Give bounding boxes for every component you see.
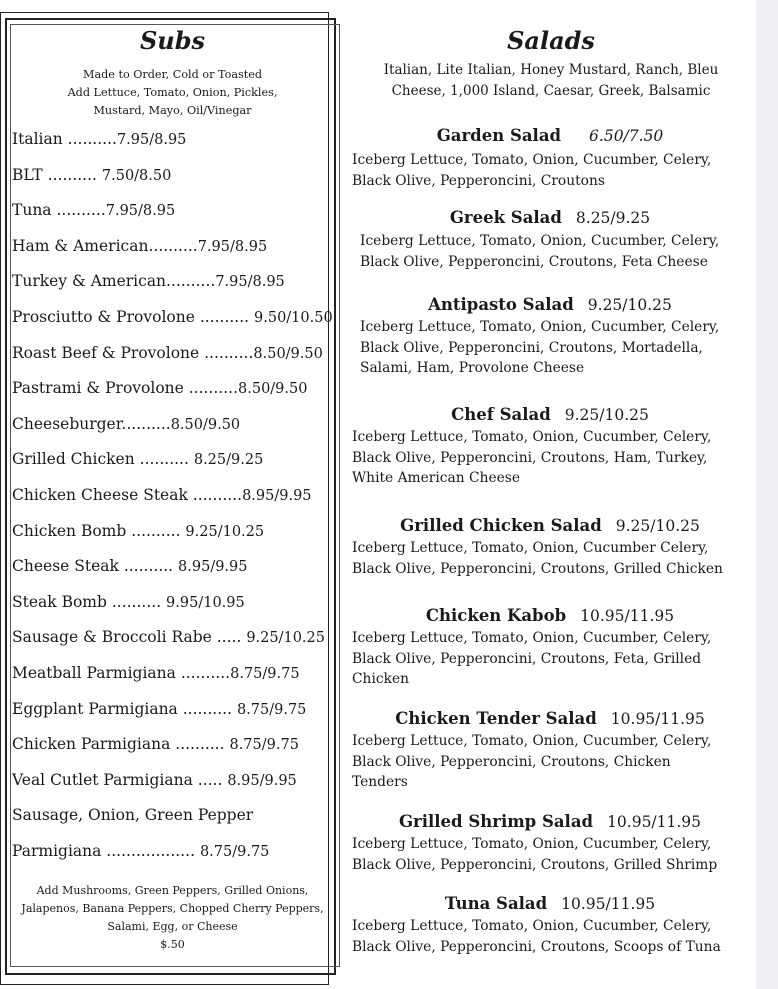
sub-item xyxy=(12,336,337,372)
sub-item-price: 8.25/9.25 xyxy=(193,452,264,469)
salad-item-title xyxy=(345,812,755,831)
sub-item-price: 9.50/10.50 xyxy=(254,309,333,326)
salad-description-line: Black Olive, Pepperoncini, Croutons, Scoops of Tuna xyxy=(352,938,721,955)
sub-item xyxy=(12,834,337,870)
dressings-line: Italian, Lite Italian, Honey Mustard, Ranch, Bleu xyxy=(383,62,719,78)
sub-item xyxy=(12,407,337,443)
salad-item-price: 10.95/11.95 xyxy=(610,710,705,728)
subs-intro xyxy=(40,66,305,120)
subs-title: Subs xyxy=(139,26,206,55)
salad-item-price: 9.25/10.25 xyxy=(564,406,649,424)
subs-intro-line: Made to Order, Cold or Toasted xyxy=(82,68,263,81)
sub-item-price: 7.95/8.95 xyxy=(105,203,176,220)
sub-item xyxy=(12,158,337,194)
sub-item-name: Chicken Bomb .......... xyxy=(12,521,186,540)
salad-item-price: 9.25/10.25 xyxy=(615,517,700,535)
sub-item-name: Ham & American.......... xyxy=(12,236,198,255)
salad-item-description xyxy=(352,731,711,793)
salad-item-title xyxy=(345,208,755,227)
salad-item-title xyxy=(345,126,755,145)
salad-description-line: Black Olive, Pepperoncini, Croutons, Grilled Chicken xyxy=(352,560,723,577)
sub-item-price: 8.95/9.95 xyxy=(227,772,297,789)
sub-item-price: 9.25/10.25 xyxy=(185,523,265,540)
sub-item-price: 8.95/9.95 xyxy=(178,559,248,576)
salad-description-line: Black Olive, Pepperoncini, Croutons, Ham, Turkey, xyxy=(352,449,708,466)
sub-item xyxy=(12,371,337,407)
sub-item xyxy=(12,193,337,229)
subs-list xyxy=(12,122,337,869)
salad-item-name: Grilled Shrimp Salad xyxy=(398,812,594,831)
dressings-line: Cheese, 1,000 Island, Caesar, Greek, Balsamic xyxy=(391,83,711,99)
sub-item-price: 7.95/8.95 xyxy=(116,132,187,148)
salad-description-line: Iceberg Lettuce, Tomato, Onion, Cucumber, Celery, xyxy=(352,429,712,445)
salad-item-name: Chef Salad xyxy=(451,405,551,424)
salad-description-line: Iceberg Lettuce, Tomato, Onion, Cucumber, Celery, xyxy=(352,152,712,168)
salad-description-line: Salami, Ham, Provolone Cheese xyxy=(360,360,585,377)
salad-item-price: 8.25/9.25 xyxy=(575,209,651,227)
salad-item-price: 10.95/11.95 xyxy=(580,607,675,625)
salads-dressings xyxy=(355,60,747,102)
salad-description-line: Tenders xyxy=(352,774,408,791)
salad-item-description xyxy=(360,317,719,379)
sub-item xyxy=(12,620,337,656)
salad-item-name: Greek Salad xyxy=(449,208,562,227)
subs-section xyxy=(0,0,345,989)
sub-item xyxy=(12,656,337,692)
sub-item-price: 8.50/9.50 xyxy=(253,345,323,362)
sub-item xyxy=(12,264,337,300)
sub-item-name: Italian .......... xyxy=(12,130,117,148)
sub-item-price: 8.75/9.75 xyxy=(229,737,299,754)
sub-item xyxy=(12,300,337,336)
subs-intro-line: Add Lettuce, Tomato, Onion, Pickles, xyxy=(67,86,278,99)
sub-item xyxy=(12,478,337,514)
sub-item xyxy=(12,442,337,478)
sub-item-name: BLT .......... xyxy=(12,165,102,184)
sub-item-name: Veal Cutlet Parmigiana ..... xyxy=(12,770,228,789)
sub-item-name: Meatball Parmigiana .......... xyxy=(12,663,231,682)
sub-item-name: Cheeseburger.......... xyxy=(12,414,171,433)
salad-item-title xyxy=(345,516,755,535)
sub-item xyxy=(12,763,337,799)
salad-description-line: Black Olive, Pepperoncini, Croutons, Feta Cheese xyxy=(360,253,708,270)
salad-item-price: 9.25/10.25 xyxy=(587,296,672,314)
salad-item-description xyxy=(352,916,721,957)
sub-item-name: Grilled Chicken .......... xyxy=(12,450,194,469)
subs-note-price: $.50 xyxy=(160,938,185,951)
salad-description-line: Iceberg Lettuce, Tomato, Onion, Cucumber, Celery, xyxy=(352,733,712,749)
salad-item-name: Chicken Kabob xyxy=(425,606,567,625)
salad-description-line: Iceberg Lettuce, Tomato, Onion, Cucumber, Celery, xyxy=(360,233,720,249)
sub-item-name: Parmigiana .................. xyxy=(12,841,200,860)
salad-description-line: Black Olive, Pepperoncini, Croutons, Chicken xyxy=(352,753,671,770)
sub-item xyxy=(12,727,337,763)
sub-item xyxy=(12,514,337,550)
sub-item xyxy=(12,549,337,585)
salad-description-line: Black Olive, Pepperoncini, Croutons, Feta, Grilled xyxy=(352,650,702,667)
sub-item-name: Tuna .......... xyxy=(12,201,106,220)
salad-item-name: Garden Salad xyxy=(436,126,562,145)
salad-item-price: 10.95/11.95 xyxy=(607,813,702,831)
salad-item-price: 6.50/7.50 xyxy=(589,127,664,145)
sub-item-price: 7.95/8.95 xyxy=(215,274,285,291)
sub-item-price: 7.50/8.50 xyxy=(101,167,172,184)
sub-item xyxy=(12,122,337,158)
sub-item xyxy=(12,692,337,728)
salad-description-line: Iceberg Lettuce, Tomato, Onion, Cucumber Celery, xyxy=(352,540,709,556)
salads-title: Salads xyxy=(507,26,595,55)
salad-description-line: White American Cheese xyxy=(352,470,521,487)
sub-item-name: Chicken Cheese Steak .......... xyxy=(12,485,243,504)
sub-item-price: 8.50/9.50 xyxy=(170,416,241,433)
subs-note-line: Salami, Egg, or Cheese xyxy=(107,920,238,933)
sub-item-name: Chicken Parmigiana .......... xyxy=(12,735,230,754)
sub-item-name: Sausage, Onion, Green Pepper xyxy=(12,806,254,825)
sub-item-name: Turkey & American.......... xyxy=(12,272,216,291)
sub-item-price: 8.95/9.95 xyxy=(242,487,312,504)
salad-item-name: Grilled Chicken Salad xyxy=(400,516,602,535)
sub-item-name: Roast Beef & Provolone .......... xyxy=(12,343,254,362)
sub-item-name: Prosciutto & Provolone .......... xyxy=(12,307,255,326)
subs-extras-note xyxy=(18,882,327,954)
salad-description-line: Black Olive, Pepperoncini, Croutons xyxy=(352,172,605,189)
sub-item-name: Cheese Steak .......... xyxy=(12,557,179,576)
sub-item-price: 9.25/10.25 xyxy=(246,630,325,647)
salad-item-title xyxy=(345,606,755,625)
subs-note-line: Add Mushrooms, Green Peppers, Grilled Onions, xyxy=(36,884,309,897)
salad-description-line: Iceberg Lettuce, Tomato, Onion, Cucumber, Celery, xyxy=(352,918,712,934)
salad-description-line: Black Olive, Pepperoncini, Croutons, Mortadella, xyxy=(360,339,703,356)
salad-item-title xyxy=(345,295,755,314)
salad-item-title xyxy=(345,709,755,728)
sub-item xyxy=(12,229,337,265)
sub-item-price: 8.50/9.50 xyxy=(238,381,308,398)
salad-item-description xyxy=(352,538,723,579)
salad-description-line: Chicken xyxy=(352,671,409,688)
sub-item xyxy=(12,585,337,621)
sub-item-name: Steak Bomb .......... xyxy=(12,592,167,611)
salad-description-line: Black Olive, Pepperoncini, Croutons, Grilled Shrimp xyxy=(352,856,718,873)
salad-item-title xyxy=(345,405,755,424)
salad-description-line: Iceberg Lettuce, Tomato, Onion, Cucumber, Celery, xyxy=(352,836,712,852)
salad-item-description xyxy=(360,231,719,272)
sub-item-price: 8.75/9.75 xyxy=(236,701,307,718)
sub-item-price: 7.95/8.95 xyxy=(197,238,268,255)
salad-item-description xyxy=(352,834,717,875)
salad-item-description xyxy=(352,427,711,489)
salad-item-price: 10.95/11.95 xyxy=(561,895,656,913)
subs-note-line: Jalapenos, Banana Peppers, Chopped Cherry Peppers, xyxy=(21,902,324,915)
sub-item xyxy=(12,798,337,834)
sub-item-price: 8.75/9.75 xyxy=(230,665,300,682)
sub-item-name: Sausage & Broccoli Rabe ..... xyxy=(12,628,247,647)
salad-item-name: Tuna Salad xyxy=(444,894,548,913)
salad-description-line: Iceberg Lettuce, Tomato, Onion, Cucumber, Celery, xyxy=(360,319,720,335)
sub-item-price: 8.75/9.75 xyxy=(199,843,270,860)
sub-item-price: 9.95/10.95 xyxy=(166,594,245,611)
salad-item-name: Chicken Tender Salad xyxy=(395,709,597,728)
salad-item-name: Antipasto Salad xyxy=(428,295,574,314)
salad-item-description xyxy=(352,150,711,191)
sub-item-name: Pastrami & Provolone .......... xyxy=(12,379,239,398)
salad-item-title xyxy=(345,894,755,913)
sub-item-name: Eggplant Parmigiana .......... xyxy=(12,699,237,718)
salad-description-line: Iceberg Lettuce, Tomato, Onion, Cucumber, Celery, xyxy=(352,630,712,646)
salad-item-description xyxy=(352,628,711,690)
subs-intro-line: Mustard, Mayo, Oil/Vinegar xyxy=(93,104,252,117)
